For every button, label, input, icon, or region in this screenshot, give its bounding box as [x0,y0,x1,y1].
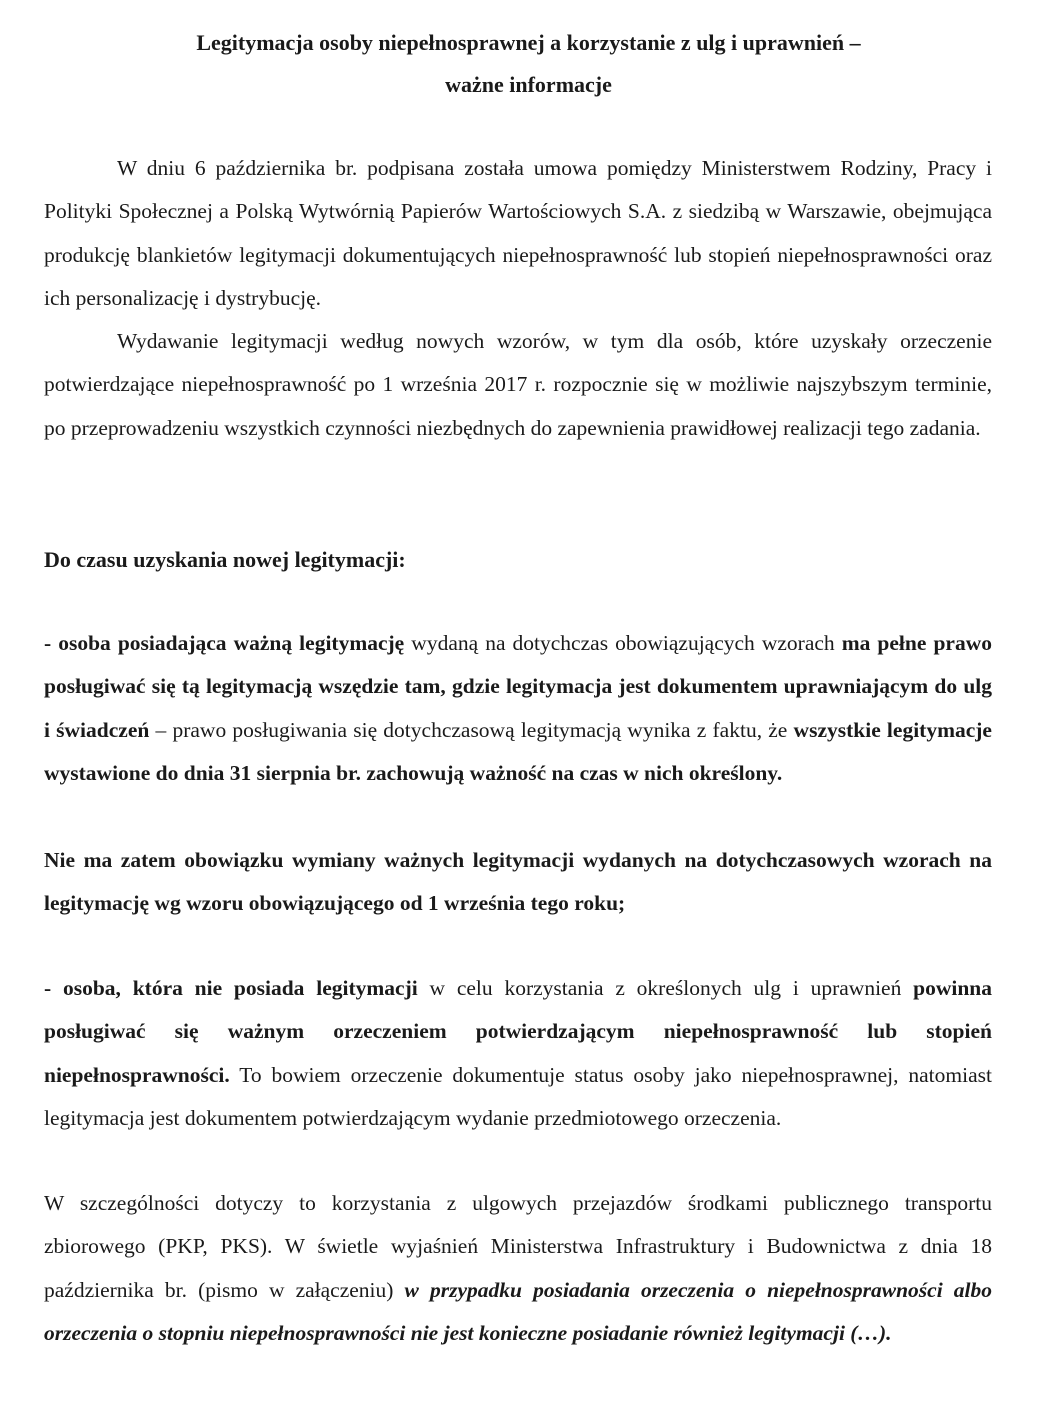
item-1-bold-3: wszystkie legitymacje wystawione do dnia 31 sierpnia br. zachowują ważność na czas w nich określony. [44,717,992,785]
item-2-bold-1: - osoba, która nie posiada legitymacji [44,976,418,1000]
document-title-line-2: ważne informacje [445,72,612,97]
document-title-line-1: Legitymacja osoby niepełnosprawnej a korzystanie z ulg i uprawnień – [196,30,861,55]
note-paragraph: Nie ma zatem obowiązku wymiany ważnych legitymacji wydanych na dotychczasowych wzorach na legitymację wg wzoru obowiązującego od 1 września tego roku; [44,848,992,916]
item-2-text-1: w celu korzystania z określonych ulg i uprawnień [417,976,914,1000]
closing-text: W szczególności dotyczy to korzystania z ulgowych przejazdów środkami publicznego transportu zbiorowego (PKP, PKS). W świetle wyjaśnień Ministerstwa Infrastruktury i Budownictwa z dnia 18 października br. (pismo w załączeniu) [44,1191,992,1302]
section-heading: Do czasu uzyskania nowej legitymacji: [44,547,406,572]
intro-paragraph-2: Wydawanie legitymacji według nowych wzorów, w tym dla osób, które uzyskały orzeczenie potwierdzające niepełnosprawność po 1 września 2017 r. rozpocznie się w możliwie najszybszym terminie, po przeprowadzeniu wszystkich czynności niezbędnych do zapewnienia prawidłowej realizacji tego zadania. [44,329,992,440]
intro-paragraph-1: W dniu 6 października br. podpisana została umowa pomiędzy Ministerstwem Rodziny, Pracy i Polityki Społecznej a Polską Wytwórnią Papierów Wartościowych S.A. z siedzibą w Warszawie, obejmująca produkcję blankietów legitymacji dokumentujących niepełnosprawność lub stopień niepełnosprawności oraz ich personalizację i dystrybucję. [44,156,992,310]
closing-emphasis: w przypadku posiadania orzeczenia o niepełnosprawności albo orzeczenia o stopniu niepełnosprawności nie jest konieczne posiadanie również legitymacji (…). [44,1277,993,1345]
item-1-bold-2: ma pełne prawo posługiwać się tą legitymacją wszędzie tam, gdzie legitymacja jest dokumentem uprawniającym do ulg i świadczeń [44,631,992,742]
item-2-bold-2: powinna posługiwać się ważnym orzeczeniem potwierdzającym niepełnosprawność lub stopień niepełnosprawności. [44,976,993,1087]
item-1-text-1: wydaną na dotychczas obowiązujących wzorach [404,631,842,655]
item-1-text-2: – prawo posługiwania się dotychczasową legitymacją wynika z faktu, że [149,717,794,742]
closing-paragraph [44,1182,992,1355]
item-1-bold-1: - osoba posiadająca ważną legitymację [44,631,405,655]
item-2-paragraph [44,967,992,1140]
item-1-paragraph [44,622,992,795]
item-2-text-2: To bowiem orzeczenie dokumentuje status osoby jako niepełnosprawnej, natomiast legitymacja jest dokumentem potwierdzającym wydanie przedmiotowego orzeczenia. [44,1062,992,1130]
